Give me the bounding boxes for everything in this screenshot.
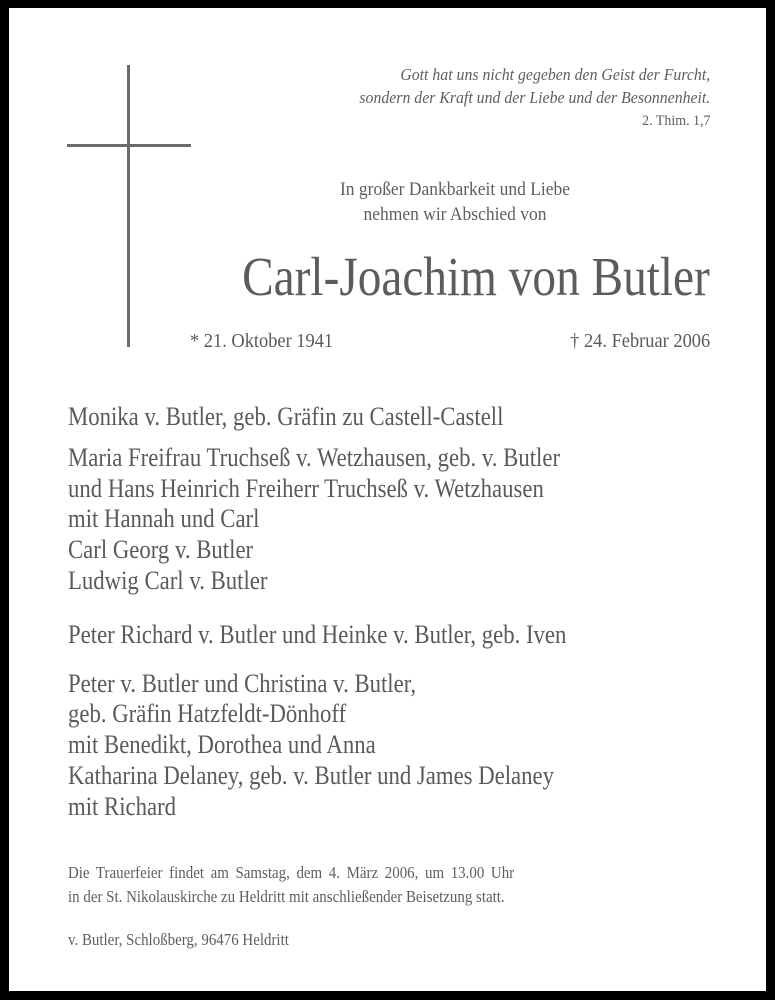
mourner-line: mit Richard [68,792,177,821]
mourner-line: mit Benedikt, Dorothea und Anna [68,730,376,759]
funeral-line: Die Trauerfeier findet am Samstag, dem 4. März 2006, um 13.00 Uhr [68,863,515,882]
mourner-line: geb. Gräfin Hatzfeldt-Dönhoff [68,699,347,728]
mourner-line: mit Hannah und Carl [68,504,260,533]
mourner-line: Peter v. Butler und Christina v. Butler, [68,669,417,698]
verse-reference: 2. Thim. 1,7 [641,113,710,129]
deceased-name: Carl-Joachim von Butler [242,246,710,307]
mourner-line: Ludwig Carl v. Butler [68,566,268,595]
mourner-line: und Hans Heinrich Freiherr Truchseß v. Wetzhausen [68,474,544,503]
intro-line: nehmen wir Abschied von [363,204,547,225]
mourner-line: Peter Richard v. Butler und Heinke v. Butler, geb. Iven [68,620,567,649]
cross-horizontal-beam [67,144,191,147]
mourner-line: Carl Georg v. Butler [68,535,254,564]
intro-line: In großer Dankbarkeit und Liebe [339,179,571,200]
mourner-line: Katharina Delaney, geb. v. Butler und James Delaney [68,761,555,790]
contact-address: v. Butler, Schloßberg, 96476 Heldritt [68,930,289,949]
funeral-line: in der St. Nikolauskirche zu Heldritt mit anschließender Beisetzung statt. [68,887,505,906]
cross-vertical-beam [127,65,130,347]
birth-date: * 21. Oktober 1941 [190,330,334,352]
mourner-line: Maria Freifrau Truchseß v. Wetzhausen, geb. v. Butler [68,443,561,472]
death-date: † 24. Februar 2006 [569,330,710,352]
verse-line: Gott hat uns nicht gegeben den Geist der Furcht, [400,65,710,84]
mourner-line: Monika v. Butler, geb. Gräfin zu Castell-Castell [68,402,504,431]
verse-line: sondern der Kraft und der Liebe und der Besonnenheit. [359,88,710,107]
obituary-page [9,8,766,991]
